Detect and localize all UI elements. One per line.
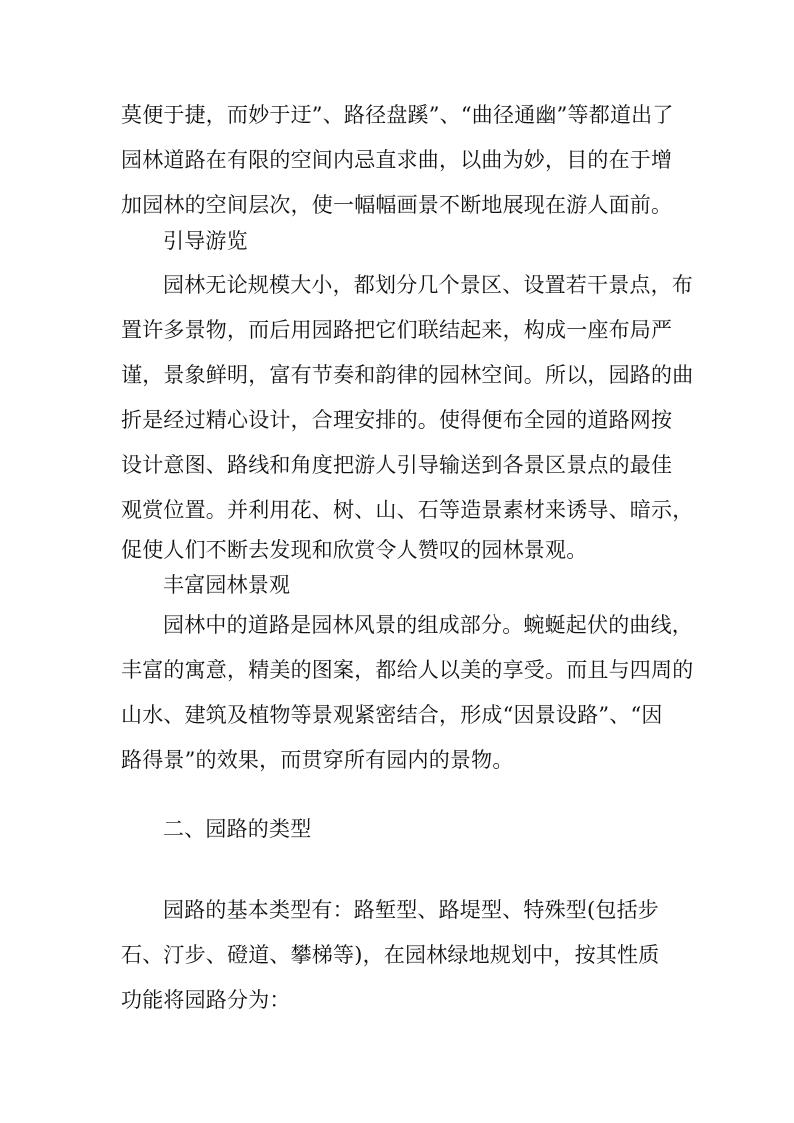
paragraph-line: 园林道路在有限的空间内忌直求曲，以曲为妙，目的在于增 (121, 148, 673, 172)
paragraph-line: 莫便于捷，而妙于迂”、路径盘蹊”、“曲径通幽”等都道出了 (121, 103, 674, 127)
paragraph-line: 丰富的寓意，精美的图案，都给人以美的享受。而且与四周的 (121, 658, 694, 682)
paragraph-line: 园林无论规模大小，都划分几个景区、设置若干景点，布 (163, 273, 693, 297)
paragraph-line: 石、汀步、磴道、攀梯等)，在园林绿地规划中，按其性质 (121, 943, 660, 967)
paragraph-line: 观赏位置。并利用花、树、山、石等造景素材来诱导、暗示， (121, 498, 694, 522)
subsection-heading: 丰富园林景观 (163, 573, 291, 597)
paragraph-line: 设计意图、路线和角度把游人引导输送到各景区景点的最佳 (121, 453, 673, 477)
paragraph-line: 折是经过精心设计，合理安排的。使得便布全园的道路网按 (121, 408, 673, 432)
paragraph-line: 功能将园路分为： (121, 988, 291, 1012)
section-heading: 二、园路的类型 (163, 817, 312, 841)
paragraph-line: 路得景”的效果，而贯穿所有园内的景物。 (121, 748, 514, 772)
paragraph-line: 园路的基本类型有：路堑型、路堤型、特殊型(包括步 (163, 898, 659, 922)
paragraph-line: 加园林的空间层次，使一幅幅画景不断地展现在游人面前。 (121, 193, 673, 217)
paragraph-line: 置许多景物，而后用园路把它们联结起来，构成一座布局严 (121, 318, 673, 342)
paragraph-line: 谨，景象鲜明，富有节奏和韵律的园林空间。所以，园路的曲 (121, 363, 694, 387)
paragraph-line: 促使人们不断去发现和欣赏令人赞叹的园林景观。 (121, 538, 588, 562)
subsection-heading: 引导游览 (163, 229, 248, 253)
paragraph-line: 山水、建筑及植物等景观紧密结合，形成“因景设路”、“因 (121, 703, 663, 727)
paragraph-line: 园林中的道路是园林风景的组成部分。蜿蜒起伏的曲线， (163, 613, 693, 637)
